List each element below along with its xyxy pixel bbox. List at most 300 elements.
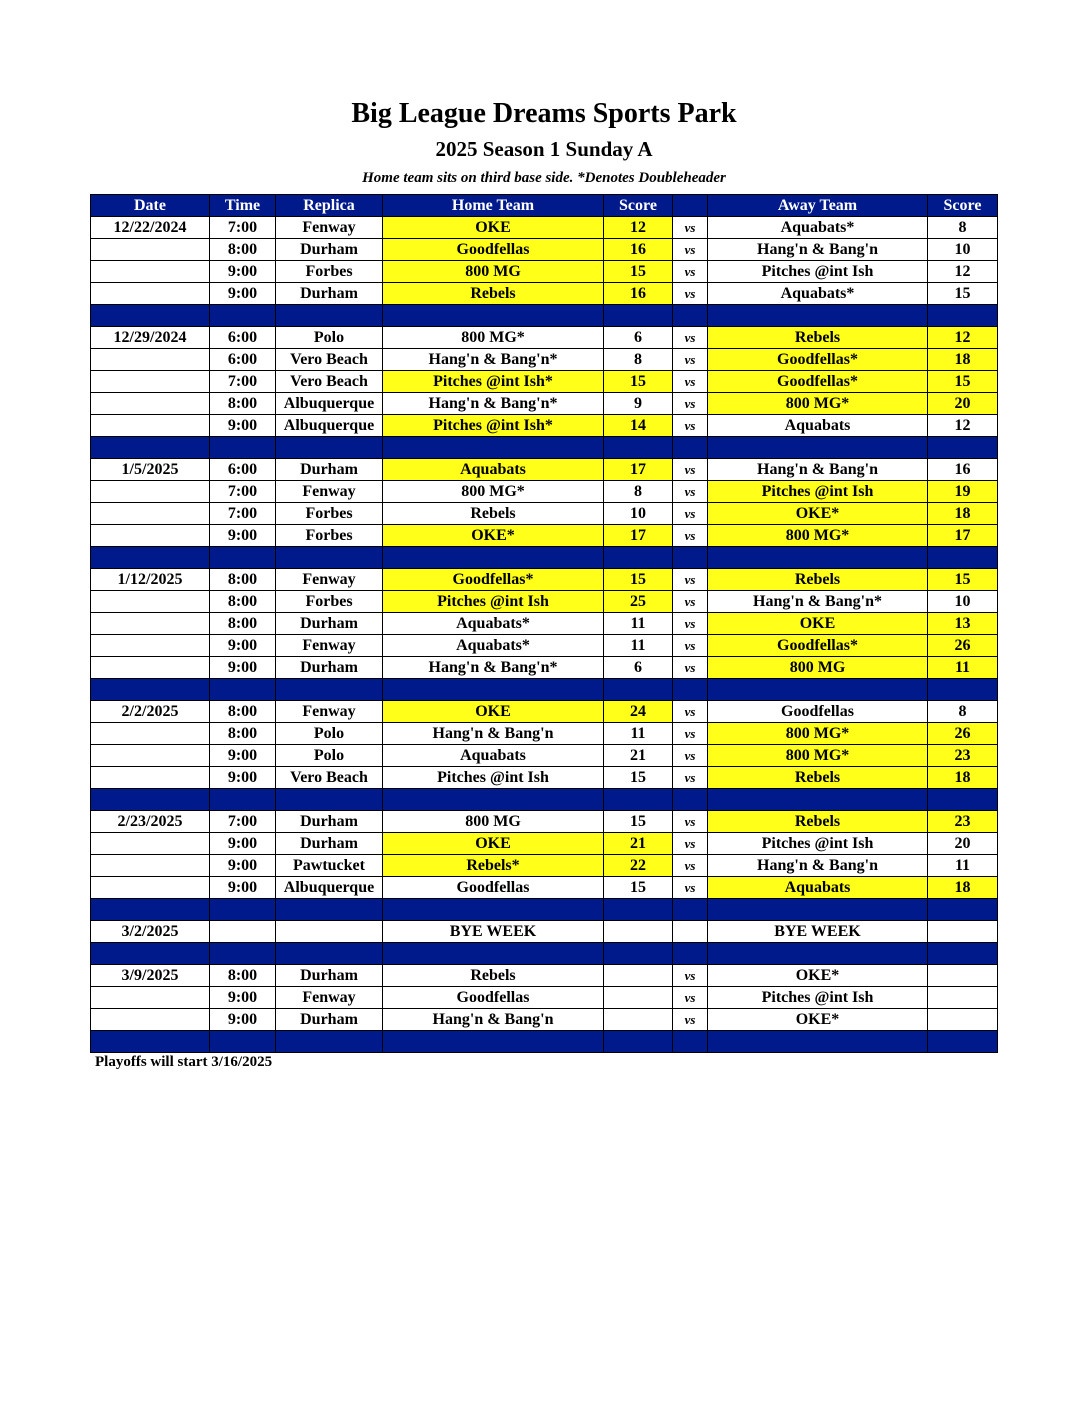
away-score-cell: [928, 921, 998, 943]
separator-cell: [383, 305, 604, 327]
page-title: Big League Dreams Sports Park: [351, 98, 737, 129]
away-team-cell: OKE*: [708, 1009, 928, 1031]
away-team-cell: 800 MG*: [708, 745, 928, 767]
away-team-cell: Hang'n & Bang'n: [708, 459, 928, 481]
home-team-cell: Hang'n & Bang'n: [383, 723, 604, 745]
home-team-cell: Goodfellas: [383, 239, 604, 261]
replica-cell: Forbes: [276, 261, 383, 283]
replica-cell: Durham: [276, 657, 383, 679]
time-cell: 9:00: [210, 855, 276, 877]
away-team-cell: Pitches @int Ish: [708, 987, 928, 1009]
vs-cell: vs: [673, 591, 708, 613]
away-score-cell: 18: [928, 503, 998, 525]
date-cell: 3/2/2025: [91, 921, 210, 943]
time-cell: 7:00: [210, 811, 276, 833]
date-cell: [91, 745, 210, 767]
separator-cell: [276, 1031, 383, 1053]
away-team-cell: OKE*: [708, 503, 928, 525]
separator-cell: [708, 305, 928, 327]
home-score-cell: 6: [604, 657, 673, 679]
schedule-table: [90, 194, 998, 1053]
game-row: [91, 745, 998, 767]
away-score-cell: 20: [928, 393, 998, 415]
replica-cell: Fenway: [276, 569, 383, 591]
home-team-cell: 800 MG: [383, 811, 604, 833]
separator-cell: [928, 679, 998, 701]
separator-cell: [673, 1031, 708, 1053]
game-row: [91, 569, 998, 591]
game-row: [91, 767, 998, 789]
vs-cell: vs: [673, 371, 708, 393]
separator-cell: [383, 547, 604, 569]
home-score-cell: [604, 965, 673, 987]
home-team-cell: 800 MG: [383, 261, 604, 283]
replica-cell: Fenway: [276, 987, 383, 1009]
separator-cell: [383, 899, 604, 921]
game-row: [91, 327, 998, 349]
time-cell: 8:00: [210, 701, 276, 723]
time-cell: 9:00: [210, 657, 276, 679]
date-cell: 12/22/2024: [91, 217, 210, 239]
game-row: [91, 349, 998, 371]
separator-cell: [210, 305, 276, 327]
home-score-cell: 8: [604, 481, 673, 503]
header-home-team: Home Team: [383, 195, 604, 217]
home-team-cell: Aquabats*: [383, 635, 604, 657]
vs-cell: vs: [673, 393, 708, 415]
game-row: [91, 591, 998, 613]
vs-cell: vs: [673, 965, 708, 987]
home-score-cell: 15: [604, 569, 673, 591]
header-replica: Replica: [276, 195, 383, 217]
separator-cell: [604, 943, 673, 965]
vs-cell: vs: [673, 261, 708, 283]
date-cell: [91, 877, 210, 899]
time-cell: 9:00: [210, 635, 276, 657]
replica-cell: Durham: [276, 283, 383, 305]
header-home-score: Score: [604, 195, 673, 217]
away-score-cell: 18: [928, 877, 998, 899]
vs-cell: vs: [673, 239, 708, 261]
game-row: [91, 283, 998, 305]
home-score-cell: 15: [604, 767, 673, 789]
home-team-cell: Rebels*: [383, 855, 604, 877]
home-team-cell: Rebels: [383, 503, 604, 525]
separator-cell: [210, 1031, 276, 1053]
vs-cell: vs: [673, 987, 708, 1009]
separator-cell: [673, 305, 708, 327]
date-cell: [91, 415, 210, 437]
vs-cell: vs: [673, 525, 708, 547]
date-cell: [91, 239, 210, 261]
date-cell: 1/12/2025: [91, 569, 210, 591]
time-cell: 9:00: [210, 283, 276, 305]
separator-cell: [91, 789, 210, 811]
separator-cell: [673, 437, 708, 459]
away-team-cell: Pitches @int Ish: [708, 261, 928, 283]
separator-cell: [708, 437, 928, 459]
separator-cell: [708, 1031, 928, 1053]
separator-cell: [604, 679, 673, 701]
home-score-cell: 6: [604, 327, 673, 349]
time-cell: 8:00: [210, 393, 276, 415]
separator-cell: [210, 679, 276, 701]
home-team-cell: Aquabats: [383, 459, 604, 481]
away-team-cell: Aquabats: [708, 415, 928, 437]
game-row: [91, 987, 998, 1009]
away-score-cell: 11: [928, 855, 998, 877]
home-team-cell: OKE*: [383, 525, 604, 547]
time-cell: 9:00: [210, 987, 276, 1009]
separator-cell: [708, 789, 928, 811]
replica-cell: Durham: [276, 239, 383, 261]
separator-cell: [928, 437, 998, 459]
separator-cell: [91, 943, 210, 965]
home-score-cell: [604, 1009, 673, 1031]
away-score-cell: 23: [928, 811, 998, 833]
away-team-cell: Goodfellas*: [708, 635, 928, 657]
date-cell: [91, 987, 210, 1009]
header-away-score: Score: [928, 195, 998, 217]
date-cell: 3/9/2025: [91, 965, 210, 987]
vs-cell: [673, 921, 708, 943]
date-cell: [91, 525, 210, 547]
replica-cell: Durham: [276, 459, 383, 481]
home-team-cell: Aquabats: [383, 745, 604, 767]
away-score-cell: 10: [928, 239, 998, 261]
away-score-cell: 12: [928, 327, 998, 349]
time-cell: 7:00: [210, 503, 276, 525]
home-team-cell: OKE: [383, 701, 604, 723]
time-cell: 9:00: [210, 261, 276, 283]
away-team-cell: Rebels: [708, 327, 928, 349]
vs-cell: vs: [673, 327, 708, 349]
week-separator-row: [91, 679, 998, 701]
separator-cell: [928, 547, 998, 569]
separator-cell: [276, 899, 383, 921]
separator-cell: [91, 899, 210, 921]
vs-cell: vs: [673, 767, 708, 789]
replica-cell: Albuquerque: [276, 877, 383, 899]
away-team-cell: Goodfellas*: [708, 349, 928, 371]
separator-cell: [604, 789, 673, 811]
time-cell: 9:00: [210, 877, 276, 899]
separator-cell: [91, 305, 210, 327]
separator-cell: [210, 899, 276, 921]
separator-cell: [673, 943, 708, 965]
separator-cell: [276, 943, 383, 965]
separator-cell: [673, 679, 708, 701]
home-team-cell: Goodfellas: [383, 987, 604, 1009]
game-row: [91, 525, 998, 547]
away-team-cell: Aquabats: [708, 877, 928, 899]
separator-cell: [708, 547, 928, 569]
separator-cell: [91, 679, 210, 701]
home-score-cell: [604, 987, 673, 1009]
replica-cell: Vero Beach: [276, 371, 383, 393]
home-score-cell: [604, 921, 673, 943]
away-team-cell: Goodfellas: [708, 701, 928, 723]
home-score-cell: 17: [604, 525, 673, 547]
vs-cell: vs: [673, 745, 708, 767]
time-cell: 9:00: [210, 833, 276, 855]
replica-cell: Polo: [276, 327, 383, 349]
date-cell: [91, 657, 210, 679]
header-time: Time: [210, 195, 276, 217]
away-score-cell: 26: [928, 635, 998, 657]
away-score-cell: 23: [928, 745, 998, 767]
home-score-cell: 9: [604, 393, 673, 415]
time-cell: 9:00: [210, 745, 276, 767]
replica-cell: Pawtucket: [276, 855, 383, 877]
time-cell: 7:00: [210, 481, 276, 503]
away-score-cell: 17: [928, 525, 998, 547]
home-score-cell: 15: [604, 811, 673, 833]
vs-cell: vs: [673, 1009, 708, 1031]
time-cell: 8:00: [210, 723, 276, 745]
separator-cell: [604, 437, 673, 459]
game-row: [91, 1009, 998, 1031]
away-score-cell: 11: [928, 657, 998, 679]
time-cell: 8:00: [210, 569, 276, 591]
game-row: [91, 701, 998, 723]
replica-cell: Durham: [276, 965, 383, 987]
separator-cell: [673, 789, 708, 811]
home-team-cell: Pitches @int Ish*: [383, 415, 604, 437]
away-team-cell: Aquabats*: [708, 217, 928, 239]
vs-cell: vs: [673, 833, 708, 855]
away-score-cell: 15: [928, 283, 998, 305]
header-vs: [673, 195, 708, 217]
separator-cell: [928, 789, 998, 811]
replica-cell: Vero Beach: [276, 767, 383, 789]
time-cell: 8:00: [210, 591, 276, 613]
separator-cell: [383, 943, 604, 965]
home-score-cell: 24: [604, 701, 673, 723]
away-team-cell: 800 MG*: [708, 525, 928, 547]
away-team-cell: Pitches @int Ish: [708, 481, 928, 503]
game-row: [91, 811, 998, 833]
time-cell: 6:00: [210, 349, 276, 371]
separator-cell: [91, 1031, 210, 1053]
home-score-cell: 17: [604, 459, 673, 481]
separator-cell: [383, 789, 604, 811]
home-team-cell: Pitches @int Ish: [383, 591, 604, 613]
week-separator-row: [91, 899, 998, 921]
home-team-cell: Goodfellas*: [383, 569, 604, 591]
date-cell: [91, 1009, 210, 1031]
away-team-cell: Rebels: [708, 569, 928, 591]
home-team-cell: Hang'n & Bang'n*: [383, 393, 604, 415]
game-row: [91, 613, 998, 635]
game-row: [91, 415, 998, 437]
separator-cell: [928, 943, 998, 965]
away-score-cell: 16: [928, 459, 998, 481]
schedule-note: Home team sits on third base side. *Denotes Doubleheader: [362, 170, 726, 186]
separator-cell: [276, 437, 383, 459]
home-score-cell: 22: [604, 855, 673, 877]
away-score-cell: 20: [928, 833, 998, 855]
home-score-cell: 15: [604, 261, 673, 283]
replica-cell: Fenway: [276, 481, 383, 503]
separator-cell: [708, 679, 928, 701]
vs-cell: vs: [673, 569, 708, 591]
replica-cell: Durham: [276, 1009, 383, 1031]
game-row: [91, 393, 998, 415]
separator-cell: [604, 547, 673, 569]
game-row: [91, 217, 998, 239]
time-cell: 9:00: [210, 1009, 276, 1031]
week-separator-row: [91, 943, 998, 965]
away-score-cell: 15: [928, 569, 998, 591]
vs-cell: vs: [673, 349, 708, 371]
page-subtitle: 2025 Season 1 Sunday A: [435, 137, 653, 161]
home-team-cell: Hang'n & Bang'n: [383, 1009, 604, 1031]
separator-cell: [673, 547, 708, 569]
away-team-cell: Aquabats*: [708, 283, 928, 305]
vs-cell: vs: [673, 415, 708, 437]
replica-cell: Albuquerque: [276, 415, 383, 437]
replica-cell: Vero Beach: [276, 349, 383, 371]
separator-cell: [276, 305, 383, 327]
away-score-cell: 8: [928, 217, 998, 239]
separator-cell: [604, 899, 673, 921]
home-team-cell: Pitches @int Ish*: [383, 371, 604, 393]
replica-cell: Fenway: [276, 701, 383, 723]
schedule-body: [91, 217, 998, 1053]
separator-cell: [604, 305, 673, 327]
away-score-cell: 8: [928, 701, 998, 723]
separator-cell: [928, 899, 998, 921]
week-separator-row: [91, 437, 998, 459]
separator-cell: [673, 899, 708, 921]
separator-cell: [708, 943, 928, 965]
separator-cell: [928, 1031, 998, 1053]
game-row: [91, 657, 998, 679]
away-score-cell: 18: [928, 349, 998, 371]
home-score-cell: 15: [604, 371, 673, 393]
away-team-cell: 800 MG*: [708, 723, 928, 745]
away-team-cell: Hang'n & Bang'n*: [708, 591, 928, 613]
home-team-cell: Aquabats*: [383, 613, 604, 635]
game-row: [91, 635, 998, 657]
replica-cell: Durham: [276, 811, 383, 833]
date-cell: 2/2/2025: [91, 701, 210, 723]
replica-cell: Durham: [276, 833, 383, 855]
separator-cell: [210, 547, 276, 569]
date-cell: [91, 503, 210, 525]
vs-cell: vs: [673, 635, 708, 657]
vs-cell: vs: [673, 481, 708, 503]
home-score-cell: 21: [604, 745, 673, 767]
home-score-cell: 25: [604, 591, 673, 613]
vs-cell: vs: [673, 723, 708, 745]
vs-cell: vs: [673, 613, 708, 635]
vs-cell: vs: [673, 855, 708, 877]
separator-cell: [708, 899, 928, 921]
home-score-cell: 16: [604, 283, 673, 305]
replica-cell: Durham: [276, 613, 383, 635]
replica-cell: Forbes: [276, 525, 383, 547]
header-row: [91, 195, 998, 217]
replica-cell: Fenway: [276, 635, 383, 657]
home-team-cell: 800 MG*: [383, 327, 604, 349]
replica-cell: Forbes: [276, 591, 383, 613]
date-cell: [91, 613, 210, 635]
vs-cell: vs: [673, 217, 708, 239]
bye-week-row: [91, 921, 998, 943]
away-score-cell: [928, 965, 998, 987]
away-score-cell: 12: [928, 261, 998, 283]
home-score-cell: 11: [604, 613, 673, 635]
home-score-cell: 12: [604, 217, 673, 239]
replica-cell: Forbes: [276, 503, 383, 525]
vs-cell: vs: [673, 503, 708, 525]
separator-cell: [91, 437, 210, 459]
vs-cell: vs: [673, 283, 708, 305]
separator-cell: [210, 437, 276, 459]
home-team-cell: 800 MG*: [383, 481, 604, 503]
date-cell: [91, 635, 210, 657]
game-row: [91, 481, 998, 503]
date-cell: [91, 723, 210, 745]
away-score-cell: [928, 987, 998, 1009]
home-team-cell: OKE: [383, 217, 604, 239]
separator-cell: [383, 1031, 604, 1053]
header-away-team: Away Team: [708, 195, 928, 217]
home-team-cell: Rebels: [383, 965, 604, 987]
date-cell: [91, 371, 210, 393]
away-team-cell: Rebels: [708, 767, 928, 789]
away-score-cell: 10: [928, 591, 998, 613]
game-row: [91, 877, 998, 899]
separator-cell: [383, 437, 604, 459]
away-score-cell: 19: [928, 481, 998, 503]
time-cell: 8:00: [210, 613, 276, 635]
home-team-cell: Hang'n & Bang'n*: [383, 657, 604, 679]
date-cell: [91, 591, 210, 613]
away-score-cell: [928, 1009, 998, 1031]
replica-cell: Fenway: [276, 217, 383, 239]
home-score-cell: 21: [604, 833, 673, 855]
date-cell: [91, 833, 210, 855]
replica-cell: Polo: [276, 745, 383, 767]
separator-cell: [91, 547, 210, 569]
game-row: [91, 503, 998, 525]
away-team-cell: 800 MG*: [708, 393, 928, 415]
vs-cell: vs: [673, 657, 708, 679]
game-row: [91, 371, 998, 393]
date-cell: [91, 261, 210, 283]
time-cell: 6:00: [210, 459, 276, 481]
game-row: [91, 459, 998, 481]
time-cell: 7:00: [210, 371, 276, 393]
away-score-cell: 26: [928, 723, 998, 745]
vs-cell: vs: [673, 877, 708, 899]
away-score-cell: 12: [928, 415, 998, 437]
away-score-cell: 18: [928, 767, 998, 789]
home-score-cell: 10: [604, 503, 673, 525]
date-cell: [91, 393, 210, 415]
separator-cell: [210, 943, 276, 965]
game-row: [91, 723, 998, 745]
home-team-cell: Hang'n & Bang'n*: [383, 349, 604, 371]
away-score-cell: 15: [928, 371, 998, 393]
time-cell: 6:00: [210, 327, 276, 349]
away-team-cell: OKE*: [708, 965, 928, 987]
date-cell: [91, 481, 210, 503]
date-cell: 1/5/2025: [91, 459, 210, 481]
